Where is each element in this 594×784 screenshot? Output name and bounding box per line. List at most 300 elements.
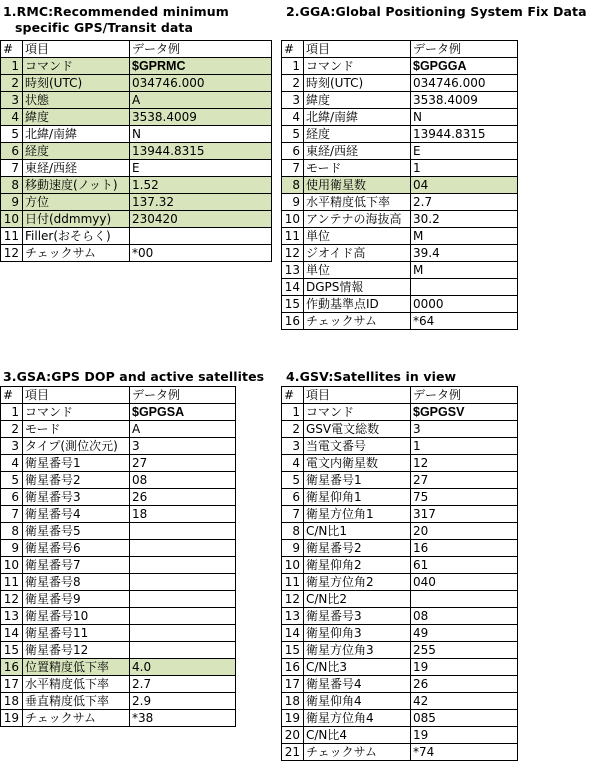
row-example: 49 (411, 625, 518, 642)
row-item: 東経/西経 (23, 160, 130, 177)
row-number: 12 (1, 591, 23, 608)
row-item: 衛星番号8 (23, 574, 130, 591)
row-example: 75 (411, 489, 518, 506)
row-number: 16 (282, 313, 304, 330)
row-number: 18 (282, 693, 304, 710)
row-item: 衛星番号12 (23, 642, 130, 659)
row-example: N (411, 109, 518, 126)
row-example: 3 (130, 438, 236, 455)
row-item: 単位 (304, 228, 411, 245)
row-item: 衛星番号3 (304, 608, 411, 625)
row-example: 034746.000 (130, 75, 272, 92)
header-item: 項目 (304, 387, 411, 404)
row-number: 13 (1, 608, 23, 625)
table-row (282, 228, 518, 245)
table-row (282, 245, 518, 262)
header-num: # (282, 387, 304, 404)
row-item: C/N比1 (304, 523, 411, 540)
row-item: 位置精度低下率 (23, 659, 130, 676)
row-example: *64 (411, 313, 518, 330)
row-example (130, 557, 236, 574)
row-number: 1 (282, 58, 304, 75)
table-row (282, 676, 518, 693)
row-item: C/N比2 (304, 591, 411, 608)
row-number: 13 (282, 608, 304, 625)
row-example: 0000 (411, 296, 518, 313)
row-example (411, 279, 518, 296)
row-item: 衛星番号6 (23, 540, 130, 557)
row-example (130, 642, 236, 659)
row-item: 衛星番号2 (23, 472, 130, 489)
table-row (282, 126, 518, 143)
row-number: 5 (1, 472, 23, 489)
row-item: コマンド (304, 58, 411, 75)
header-num: # (1, 387, 23, 404)
row-number: 16 (1, 659, 23, 676)
row-item: ジオイド高 (304, 245, 411, 262)
row-item: 衛星番号4 (23, 506, 130, 523)
gga-title-line1: 2.GGA:Global Positioning System Fix Data (286, 4, 587, 19)
row-item: 衛星仰角2 (304, 557, 411, 574)
row-item: 緯度 (304, 92, 411, 109)
row-example: 42 (411, 693, 518, 710)
row-example: *00 (130, 245, 272, 262)
table-row (282, 659, 518, 676)
row-example: $GPRMC (130, 58, 272, 75)
row-item: 北緯/南緯 (23, 126, 130, 143)
row-example: 20 (411, 523, 518, 540)
row-number: 11 (1, 228, 23, 245)
row-number: 2 (282, 421, 304, 438)
row-item: 時刻(UTC) (23, 75, 130, 92)
row-number: 4 (282, 109, 304, 126)
table-row (282, 608, 518, 625)
row-number: 9 (1, 540, 23, 557)
row-item: 水平精度低下率 (304, 194, 411, 211)
row-number: 9 (282, 194, 304, 211)
row-number: 8 (1, 523, 23, 540)
row-item: 状態 (23, 92, 130, 109)
row-number: 19 (1, 710, 23, 727)
row-item: 経度 (304, 126, 411, 143)
table-row (1, 404, 236, 421)
table-row (1, 472, 236, 489)
table-row (1, 228, 272, 245)
table-row (282, 727, 518, 744)
row-item: チェックサム (304, 313, 411, 330)
row-item: モード (304, 160, 411, 177)
table-row (282, 693, 518, 710)
table-row (1, 693, 236, 710)
gsv-title (286, 369, 456, 385)
row-example: 2.7 (411, 194, 518, 211)
row-example: 13944.8315 (130, 143, 272, 160)
table-row (1, 489, 236, 506)
row-item: 衛星番号11 (23, 625, 130, 642)
table-row (282, 574, 518, 591)
table-row (1, 58, 272, 75)
row-number: 19 (282, 710, 304, 727)
row-example: 08 (411, 608, 518, 625)
row-example: 16 (411, 540, 518, 557)
row-number: 15 (282, 296, 304, 313)
table-row (1, 421, 236, 438)
gga-title (286, 4, 587, 20)
header-num: # (1, 41, 23, 58)
row-number: 14 (1, 625, 23, 642)
row-number: 10 (1, 557, 23, 574)
row-example: 255 (411, 642, 518, 659)
row-number: 10 (282, 211, 304, 228)
row-item: 衛星方位角4 (304, 710, 411, 727)
row-item: 衛星番号5 (23, 523, 130, 540)
table-row (1, 245, 272, 262)
gsa-table (0, 386, 236, 727)
table-row (282, 540, 518, 557)
row-number: 13 (282, 262, 304, 279)
table-row (282, 92, 518, 109)
gsv-title-line1: 4.GSV:Satellites in view (286, 369, 457, 384)
row-item: コマンド (23, 58, 130, 75)
table-row (1, 540, 236, 557)
row-item: チェックサム (23, 245, 130, 262)
row-number: 3 (1, 92, 23, 109)
row-number: 5 (282, 126, 304, 143)
row-number: 7 (1, 160, 23, 177)
row-item: 衛星番号9 (23, 591, 130, 608)
row-item: 電文内衛星数 (304, 455, 411, 472)
row-item: 衛星仰角1 (304, 489, 411, 506)
table-row (282, 177, 518, 194)
table-row (1, 523, 236, 540)
row-item: モード (23, 421, 130, 438)
row-example: 230420 (130, 211, 272, 228)
table-row (282, 421, 518, 438)
row-item: 水平精度低下率 (23, 676, 130, 693)
gsa-title-line1: 3.GSA:GPS DOP and active satellites (3, 369, 265, 384)
table-row (282, 523, 518, 540)
rmc-title-line1: 1.RMC:Recommended minimum (3, 4, 229, 19)
row-example: 30.2 (411, 211, 518, 228)
row-example: M (411, 228, 518, 245)
row-number: 10 (282, 557, 304, 574)
row-example: 61 (411, 557, 518, 574)
row-item: GSV電文総数 (304, 421, 411, 438)
row-item: 東経/西経 (304, 143, 411, 160)
row-item: 単位 (304, 262, 411, 279)
row-example: 1 (411, 160, 518, 177)
row-number: 6 (1, 143, 23, 160)
table-row (1, 75, 272, 92)
row-example (130, 608, 236, 625)
row-number: 6 (1, 489, 23, 506)
row-number: 2 (1, 75, 23, 92)
table-row (282, 472, 518, 489)
row-example: 3538.4009 (411, 92, 518, 109)
gsv-table (281, 386, 518, 761)
row-item: チェックサム (304, 744, 411, 761)
header-row (282, 41, 518, 58)
table-row (1, 625, 236, 642)
row-number: 4 (1, 455, 23, 472)
table-row (1, 591, 236, 608)
table-row (1, 455, 236, 472)
row-item: チェックサム (23, 710, 130, 727)
row-number: 11 (282, 228, 304, 245)
table-row (282, 313, 518, 330)
row-item: 緯度 (23, 109, 130, 126)
row-item: 衛星番号7 (23, 557, 130, 574)
row-example (130, 625, 236, 642)
table-row (1, 506, 236, 523)
table-row (282, 506, 518, 523)
row-number: 14 (282, 279, 304, 296)
row-number: 11 (1, 574, 23, 591)
rmc-title (3, 4, 229, 36)
row-example: 19 (411, 727, 518, 744)
row-number: 8 (282, 177, 304, 194)
row-number: 16 (282, 659, 304, 676)
table-row (1, 109, 272, 126)
row-example: 3 (411, 421, 518, 438)
row-item: 衛星仰角3 (304, 625, 411, 642)
row-example: 39.4 (411, 245, 518, 262)
gga-table (281, 40, 518, 330)
header-example: データ例 (411, 41, 518, 58)
table-row (1, 659, 236, 676)
table-row (282, 279, 518, 296)
row-number: 2 (1, 421, 23, 438)
table-row (282, 591, 518, 608)
table-row (1, 557, 236, 574)
row-item: 使用衛星数 (304, 177, 411, 194)
row-item: 衛星方位角2 (304, 574, 411, 591)
table-row (282, 438, 518, 455)
row-example (130, 591, 236, 608)
row-example: 2.7 (130, 676, 236, 693)
row-example: 27 (130, 455, 236, 472)
row-example: $GPGSA (130, 404, 236, 421)
row-example: 18 (130, 506, 236, 523)
row-example: 13944.8315 (411, 126, 518, 143)
row-example: 2.9 (130, 693, 236, 710)
header-row (1, 41, 272, 58)
row-example (130, 574, 236, 591)
table-row (282, 109, 518, 126)
row-item: C/N比4 (304, 727, 411, 744)
table-row (282, 194, 518, 211)
row-number: 9 (282, 540, 304, 557)
row-example: $GPGGA (411, 58, 518, 75)
row-item: Filler(おそらく) (23, 228, 130, 245)
row-item: 日付(ddmmyy) (23, 211, 130, 228)
table-row (282, 160, 518, 177)
header-num: # (282, 41, 304, 58)
row-number: 1 (1, 404, 23, 421)
row-number: 21 (282, 744, 304, 761)
table-row (1, 194, 272, 211)
table-row (1, 710, 236, 727)
row-number: 5 (282, 472, 304, 489)
row-example: M (411, 262, 518, 279)
row-number: 7 (282, 506, 304, 523)
row-item: タイプ(測位次元) (23, 438, 130, 455)
table-row (1, 177, 272, 194)
row-example: 317 (411, 506, 518, 523)
row-example: 27 (411, 472, 518, 489)
row-example: 12 (411, 455, 518, 472)
row-number: 20 (282, 727, 304, 744)
row-number: 15 (282, 642, 304, 659)
row-number: 6 (282, 143, 304, 160)
row-item: 衛星番号10 (23, 608, 130, 625)
row-item: 方位 (23, 194, 130, 211)
row-item: 移動速度(ノット) (23, 177, 130, 194)
table-row (282, 625, 518, 642)
row-number: 1 (282, 404, 304, 421)
row-item: 北緯/南緯 (304, 109, 411, 126)
row-item: 時刻(UTC) (304, 75, 411, 92)
table-row (282, 489, 518, 506)
row-item: 衛星番号1 (304, 472, 411, 489)
row-item: 衛星方位角3 (304, 642, 411, 659)
table-row (1, 211, 272, 228)
row-number: 3 (282, 92, 304, 109)
row-number: 9 (1, 194, 23, 211)
row-number: 15 (1, 642, 23, 659)
row-example (130, 523, 236, 540)
table-row (282, 557, 518, 574)
row-item: 衛星番号4 (304, 676, 411, 693)
row-example: 19 (411, 659, 518, 676)
row-example: 085 (411, 710, 518, 727)
table-row (1, 126, 272, 143)
row-item: アンテナの海抜高 (304, 211, 411, 228)
row-example: 08 (130, 472, 236, 489)
row-number: 12 (1, 245, 23, 262)
table-row (282, 296, 518, 313)
row-example: N (130, 126, 272, 143)
row-number: 12 (282, 591, 304, 608)
row-example (411, 591, 518, 608)
row-number: 6 (282, 489, 304, 506)
header-item: 項目 (304, 41, 411, 58)
table-row (1, 160, 272, 177)
row-example: $GPGSV (411, 404, 518, 421)
row-number: 17 (282, 676, 304, 693)
table-row (282, 211, 518, 228)
table-row (1, 608, 236, 625)
row-item: DGPS情報 (304, 279, 411, 296)
row-example: 4.0 (130, 659, 236, 676)
row-item: 衛星仰角4 (304, 693, 411, 710)
row-item: 衛星番号3 (23, 489, 130, 506)
row-example (130, 540, 236, 557)
header-example: データ例 (411, 387, 518, 404)
row-number: 10 (1, 211, 23, 228)
row-example: 137.32 (130, 194, 272, 211)
table-row (282, 642, 518, 659)
table-row (282, 75, 518, 92)
row-example: *38 (130, 710, 236, 727)
row-item: 垂直精度低下率 (23, 693, 130, 710)
row-item: 衛星番号2 (304, 540, 411, 557)
row-item: 衛星方位角1 (304, 506, 411, 523)
row-number: 14 (282, 625, 304, 642)
row-example: A (130, 421, 236, 438)
header-item: 項目 (23, 387, 130, 404)
row-number: 18 (1, 693, 23, 710)
table-row (1, 438, 236, 455)
header-item: 項目 (23, 41, 130, 58)
row-number: 8 (282, 523, 304, 540)
row-example: E (130, 160, 272, 177)
table-row (282, 455, 518, 472)
header-example: データ例 (130, 41, 272, 58)
row-number: 8 (1, 177, 23, 194)
row-example: 1.52 (130, 177, 272, 194)
table-row (1, 574, 236, 591)
table-row (282, 744, 518, 761)
row-item: コマンド (23, 404, 130, 421)
row-number: 7 (1, 506, 23, 523)
table-row (282, 58, 518, 75)
table-row (282, 710, 518, 727)
row-number: 4 (282, 455, 304, 472)
row-example: A (130, 92, 272, 109)
header-row (1, 387, 236, 404)
row-example: 26 (130, 489, 236, 506)
row-example: 040 (411, 574, 518, 591)
row-number: 17 (1, 676, 23, 693)
table-row (282, 404, 518, 421)
rmc-table (0, 40, 272, 262)
row-example: 26 (411, 676, 518, 693)
table-row (1, 676, 236, 693)
row-example: *74 (411, 744, 518, 761)
row-number: 11 (282, 574, 304, 591)
row-number: 1 (1, 58, 23, 75)
row-number: 2 (282, 75, 304, 92)
row-example: 1 (411, 438, 518, 455)
row-item: 経度 (23, 143, 130, 160)
row-number: 12 (282, 245, 304, 262)
gsa-title (3, 369, 264, 385)
table-row (282, 262, 518, 279)
row-item: C/N比3 (304, 659, 411, 676)
row-example: E (411, 143, 518, 160)
row-number: 3 (1, 438, 23, 455)
table-row (1, 642, 236, 659)
row-item: 当電文番号 (304, 438, 411, 455)
row-number: 5 (1, 126, 23, 143)
row-example: 034746.000 (411, 75, 518, 92)
header-example: データ例 (130, 387, 236, 404)
table-row (1, 92, 272, 109)
row-item: 作動基準点ID (304, 296, 411, 313)
rmc-title-line2: specific GPS/Transit data (15, 20, 194, 35)
row-example: 04 (411, 177, 518, 194)
table-row (282, 143, 518, 160)
row-item: コマンド (304, 404, 411, 421)
row-number: 7 (282, 160, 304, 177)
row-item: 衛星番号1 (23, 455, 130, 472)
row-example (130, 228, 272, 245)
row-number: 4 (1, 109, 23, 126)
header-row (282, 387, 518, 404)
row-number: 3 (282, 438, 304, 455)
row-example: 3538.4009 (130, 109, 272, 126)
